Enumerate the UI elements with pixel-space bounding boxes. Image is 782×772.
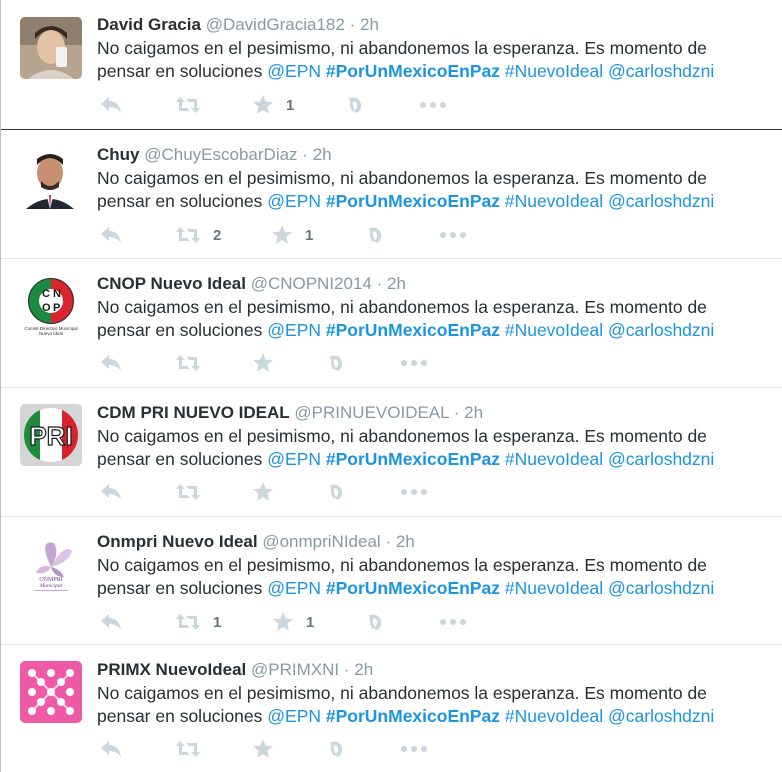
vine-icon [326, 352, 348, 374]
avatar[interactable] [20, 147, 82, 209]
avatar[interactable] [20, 533, 82, 595]
username[interactable]: @DavidGracia182 [205, 15, 345, 34]
vine-icon [365, 224, 387, 246]
retweet-button[interactable] [175, 611, 221, 633]
vine-button[interactable] [365, 611, 387, 633]
hashtag-link[interactable]: #NuevoIdeal [504, 320, 604, 340]
timestamp[interactable]: 2h [312, 145, 332, 164]
retweet-button[interactable] [175, 738, 213, 760]
hashtag-link[interactable]: #PorUnMexicoEnPaz [325, 191, 500, 211]
more-dots-icon [400, 481, 428, 503]
reply-icon [99, 481, 123, 503]
reply-button[interactable] [99, 94, 123, 116]
vine-icon [326, 738, 348, 760]
star-icon [252, 352, 274, 374]
mention-link[interactable]: @EPN [267, 578, 322, 598]
tweet-actions [97, 224, 517, 246]
hashtag-link[interactable]: #PorUnMexicoEnPaz [325, 578, 500, 598]
more-dots-icon [400, 738, 428, 760]
reply-button[interactable] [99, 352, 123, 374]
tweet-header [97, 15, 379, 35]
mention-link[interactable]: @EPN [267, 706, 322, 726]
timestamp[interactable]: 2h [395, 532, 415, 551]
profile-photo-icon [20, 147, 82, 209]
display-name[interactable]: Chuy [97, 145, 140, 164]
username[interactable]: @PRINUEVOIDEAL [294, 403, 449, 422]
mention-link[interactable]: @carloshdzni [608, 578, 715, 598]
retweet-button[interactable] [175, 94, 213, 116]
hashtag-link[interactable]: #PorUnMexicoEnPaz [325, 320, 500, 340]
like-button[interactable] [252, 352, 286, 374]
tweet[interactable] [1, 388, 782, 517]
reply-icon [99, 352, 123, 374]
hashtag-link[interactable]: #NuevoIdeal [504, 706, 604, 726]
reply-icon [99, 94, 123, 116]
mention-link[interactable]: @EPN [267, 449, 322, 469]
more-button[interactable] [400, 738, 428, 760]
hashtag-link[interactable]: #NuevoIdeal [504, 61, 604, 81]
retweet-icon [175, 481, 201, 503]
retweet-button[interactable] [175, 481, 213, 503]
reply-button[interactable] [99, 611, 123, 633]
separator-dot: · [343, 660, 350, 679]
reply-icon [99, 224, 123, 246]
display-name[interactable]: CNOP Nuevo Ideal [97, 274, 246, 293]
logo-letter: C [42, 288, 50, 300]
more-dots-icon [419, 94, 447, 116]
star-icon [252, 94, 274, 116]
separator-dot: · [376, 274, 383, 293]
reply-icon [99, 738, 123, 760]
timestamp[interactable]: 2h [387, 274, 406, 293]
logo-letter: N [53, 288, 61, 300]
tweet-text [97, 682, 777, 728]
mention-link[interactable]: @EPN [267, 191, 322, 211]
tweet-header [97, 274, 406, 294]
avatar[interactable] [20, 275, 82, 337]
retweet-icon [175, 738, 201, 760]
username[interactable]: @onmpriNIdeal [262, 532, 381, 551]
hashtag-link[interactable]: #NuevoIdeal [504, 449, 604, 469]
retweet-icon [175, 611, 201, 633]
hashtag-link[interactable]: #PorUnMexicoEnPaz [325, 61, 500, 81]
display-name[interactable]: PRIMX NuevoIdeal [97, 660, 247, 679]
tweet-text-part: pensar en soluciones [97, 320, 263, 340]
pri-logo-text: PRI [29, 421, 73, 451]
logo-letter: O [42, 302, 51, 314]
mention-link[interactable]: @carloshdzni [608, 449, 715, 469]
vine-button[interactable] [326, 352, 348, 374]
tweet-actions [97, 481, 517, 503]
tweet-header [97, 660, 373, 680]
more-button[interactable] [439, 611, 467, 633]
like-button[interactable] [272, 611, 314, 633]
retweet-count: 2 [213, 226, 222, 244]
hashtag-link[interactable]: #PorUnMexicoEnPaz [325, 449, 500, 469]
reply-button[interactable] [99, 481, 123, 503]
vine-button[interactable] [345, 94, 367, 116]
vine-icon [365, 611, 387, 633]
tweet-text-line: No caigamos en el pesimismo, ni abandonemos la esperanza. Es momento de [97, 297, 707, 317]
timestamp[interactable]: 2h [354, 660, 374, 679]
like-button[interactable] [252, 94, 294, 116]
more-button[interactable] [439, 224, 467, 246]
tweet-text-part: pensar en soluciones [97, 578, 263, 598]
tweet-text [97, 296, 777, 342]
tweet-header [97, 532, 415, 552]
username[interactable]: @CNOPNI2014 [250, 274, 372, 293]
tweet-text-part: pensar en soluciones [97, 61, 263, 81]
logo-caption: Comité Directivo Municipal [24, 326, 78, 331]
tweet-header [97, 403, 483, 423]
like-count: 1 [306, 613, 315, 631]
like-count: 1 [305, 226, 314, 244]
retweet-button[interactable] [175, 224, 221, 246]
tweet-text [97, 37, 777, 83]
tweet-text-line: No caigamos en el pesimismo, ni abandonemos la esperanza. Es momento de [97, 38, 707, 58]
tweet-text-line: No caigamos en el pesimismo, ni abandonemos la esperanza. Es momento de [97, 683, 707, 703]
tweet-text [97, 554, 777, 600]
mention-link[interactable]: @carloshdzni [608, 320, 715, 340]
tweet-text [97, 167, 777, 213]
more-button[interactable] [419, 94, 447, 116]
tweet-text-line: No caigamos en el pesimismo, ni abandonemos la esperanza. Es momento de [97, 555, 707, 575]
reply-icon [99, 611, 123, 633]
display-name[interactable]: CDM PRI NUEVO IDEAL [97, 403, 290, 422]
vine-button[interactable] [326, 481, 348, 503]
mention-link[interactable]: @EPN [267, 61, 322, 81]
tweet-text [97, 425, 777, 471]
avatar[interactable] [20, 404, 82, 466]
tweet-text-line: No caigamos en el pesimismo, ni abandonemos la esperanza. Es momento de [97, 168, 707, 188]
star-icon [252, 738, 274, 760]
more-button[interactable] [400, 352, 428, 374]
vine-icon [345, 94, 367, 116]
separator-dot: · [453, 403, 460, 422]
tweet[interactable] [1, 517, 782, 645]
display-name[interactable]: Onmpri Nuevo Ideal [97, 532, 258, 551]
star-icon [272, 611, 294, 633]
tweet-text-part: pensar en soluciones [97, 191, 263, 211]
separator-dot: · [302, 145, 308, 164]
avatar[interactable] [20, 661, 82, 723]
retweet-icon [175, 94, 201, 116]
mention-link[interactable]: @carloshdzni [608, 61, 715, 81]
tweet-text-part: pensar en soluciones [97, 449, 263, 469]
more-dots-icon [400, 352, 428, 374]
tweet-actions [97, 94, 517, 116]
pri-logo-icon [20, 404, 82, 466]
like-button[interactable] [252, 481, 286, 503]
star-icon [252, 481, 274, 503]
like-count: 1 [286, 96, 295, 114]
mention-link[interactable]: @carloshdzni [608, 191, 715, 211]
retweet-button[interactable] [175, 352, 213, 374]
username[interactable]: @PRIMXNI [251, 660, 340, 679]
reply-button[interactable] [99, 224, 123, 246]
butterfly-logo-icon [20, 533, 82, 595]
tweet-actions [97, 352, 517, 374]
pattern-logo-icon [20, 661, 82, 723]
more-button[interactable] [400, 481, 428, 503]
separator-dot: · [349, 15, 356, 34]
retweet-count: 1 [213, 613, 222, 631]
retweet-icon [175, 352, 201, 374]
more-dots-icon [439, 224, 467, 246]
logo-caption: Municipal [39, 583, 63, 589]
tweet-timeline [1, 0, 782, 772]
retweet-icon [175, 224, 201, 246]
username[interactable]: @ChuyEscobarDiaz [144, 145, 298, 164]
profile-photo-icon [20, 17, 82, 79]
logo-letter: P [53, 302, 61, 314]
cnop-logo-icon [20, 275, 82, 337]
tweet-actions [97, 738, 517, 760]
hashtag-link[interactable]: #PorUnMexicoEnPaz [325, 706, 500, 726]
mention-link[interactable]: @carloshdzni [608, 706, 715, 726]
tweet[interactable] [1, 645, 782, 772]
like-button[interactable] [252, 738, 286, 760]
timestamp[interactable]: 2h [359, 15, 379, 34]
logo-caption: ONMPRI [39, 577, 63, 583]
reply-button[interactable] [99, 738, 123, 760]
like-button[interactable] [271, 224, 313, 246]
tweet[interactable] [1, 130, 782, 259]
hashtag-link[interactable]: #NuevoIdeal [504, 191, 604, 211]
tweet[interactable] [1, 0, 782, 130]
vine-button[interactable] [365, 224, 387, 246]
mention-link[interactable]: @EPN [267, 320, 322, 340]
display-name[interactable]: David Gracia [97, 15, 201, 34]
tweet-text-line: No caigamos en el pesimismo, ni abandonemos la esperanza. Es momento de [97, 426, 707, 446]
vine-button[interactable] [326, 738, 348, 760]
tweet-actions [97, 611, 517, 633]
timestamp[interactable]: 2h [464, 403, 484, 422]
star-icon [271, 224, 293, 246]
logo-caption: Nuevo Ideal [38, 331, 64, 336]
vine-icon [326, 481, 348, 503]
tweet-header [97, 145, 332, 165]
avatar[interactable] [20, 17, 82, 79]
hashtag-link[interactable]: #NuevoIdeal [504, 578, 604, 598]
separator-dot: · [385, 532, 392, 551]
more-dots-icon [439, 611, 467, 633]
tweet-text-part: pensar en soluciones [97, 706, 263, 726]
tweet[interactable] [1, 259, 782, 388]
